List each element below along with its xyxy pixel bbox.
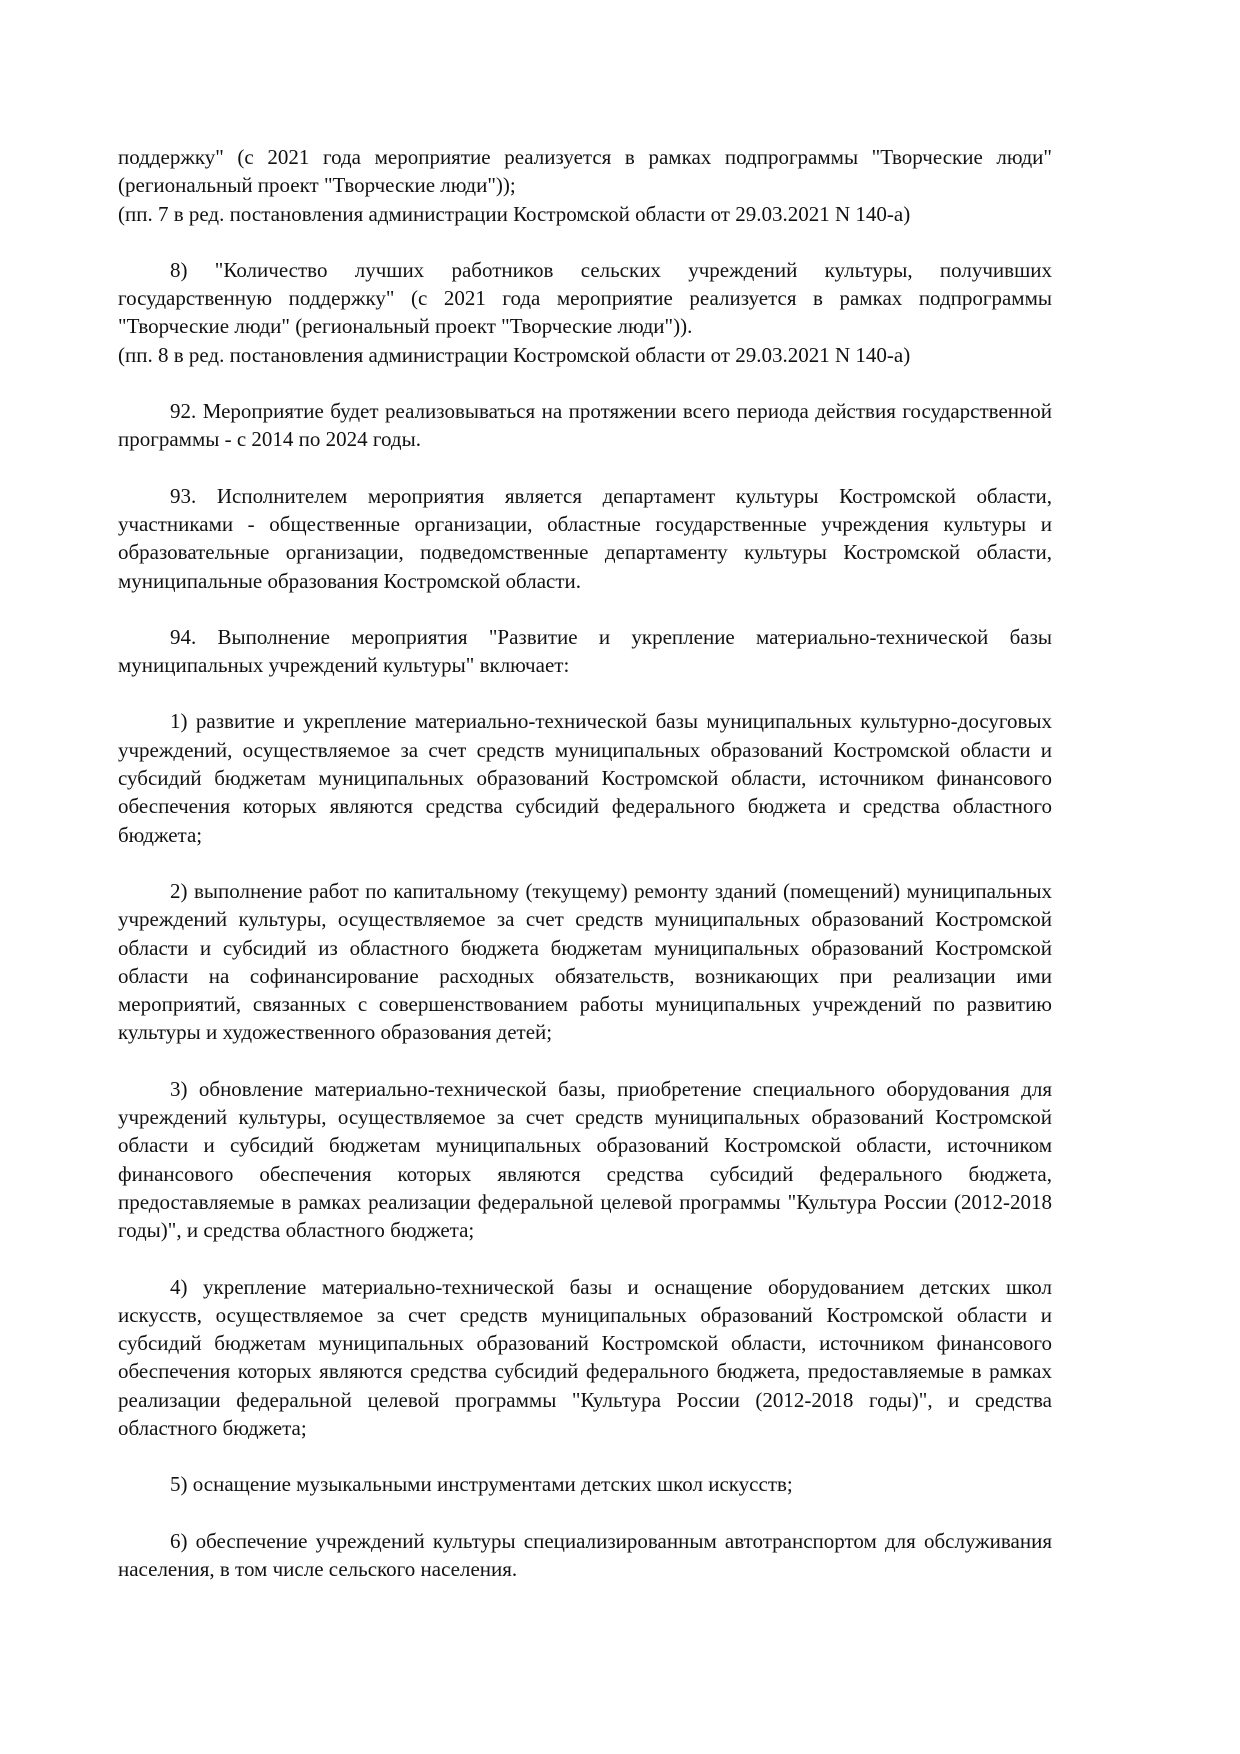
- list-item-3: 3) обновление материально-технической базы, приобретение специального оборудования для учреждений культуры, осуществляемое за счет средств муниципальных образований Костромской области и субсидий бюджетам муниципальных образований Костромской области, источником финансового обеспечения которых являются средства субсидий федерального бюджета, предоставляемые в рамках реализации федеральной целевой программы "Культура России (2012-2018 годы)", и средства областного бюджета;: [118, 1076, 1052, 1243]
- spacer: [118, 1047, 1052, 1075]
- paragraph-93: 93. Исполнителем мероприятия является департамент культуры Костромской области, участниками - общественные организации, областные государственные учреждения культуры и образовательные организации, подведомственные департаменту культуры Костромской области, муниципальные образования Костромской области.: [118, 483, 1052, 593]
- spacer: [118, 1245, 1052, 1273]
- amendment-note-item-7: (пп. 7 в ред. постановления администрации Костромской области от 29.03.2021 N 140-а): [118, 201, 911, 226]
- list-item-2: 2) выполнение работ по капитальному (текущему) ремонту зданий (помещений) муниципальных учреждений культуры, осуществляемое за счет средств муниципальных образований Костромской области и субсидий из областного бюджета бюджетам муниципальных образований Костромской области на софинансирование расходных обязательств, возникающих при реализации ими мероприятий, связанных с совершенствованием работы муниципальных учреждений по развитию культуры и художественного образования детей;: [118, 878, 1052, 1045]
- spacer: [118, 228, 1052, 256]
- spacer: [118, 595, 1052, 623]
- document-page: [118, 143, 1052, 1583]
- list-item-6: 6) обеспечение учреждений культуры специализированным автотранспортом для обслуживания населения, в том числе сельского населения.: [118, 1528, 1052, 1581]
- spacer: [118, 1499, 1052, 1527]
- paragraph-94: 94. Выполнение мероприятия "Развитие и укрепление материально-технической базы муниципальных учреждений культуры" включает:: [118, 624, 1052, 678]
- paragraph-92: 92. Мероприятие будет реализовываться на протяжении всего периода действия государственной программы - с 2014 по 2024 годы.: [118, 399, 1052, 452]
- spacer: [118, 679, 1052, 707]
- amendment-note-item-8: (пп. 8 в ред. постановления администрации Костромской области от 29.03.2021 N 140-а): [118, 342, 911, 367]
- paragraph-item-8: 8) "Количество лучших работников сельских учреждений культуры, получивших государственную поддержку" (с 2021 года мероприятие реализуется в рамках подпрограммы "Творческие люди" (региональный проект "Творческие люди")).: [118, 257, 1052, 339]
- list-item-4: 4) укрепление материально-технической базы и оснащение оборудованием детских школ искусств, осуществляемое за счет средств муниципальных образований Костромской области и субсидий бюджетам муниципальных образований Костромской области, источником финансового обеспечения которых являются средства субсидий федерального бюджета, предоставляемые в рамках реализации федеральной целевой программы "Культура России (2012-2018 годы)", и средства областного бюджета;: [118, 1274, 1052, 1440]
- list-item-1: 1) развитие и укрепление материально-технической базы муниципальных культурно-досуговых учреждений, осуществляемое за счет средств муниципальных образований Костромской области и субсидий бюджетам муниципальных образований Костромской области, источником финансового обеспечения которых являются средства субсидий федерального бюджета и средства областного бюджета;: [118, 709, 1052, 847]
- paragraph-continuation-item-7: поддержку" (с 2021 года мероприятие реализуется в рамках подпрограммы "Творческие люди" (региональный проект "Творческие люди"));: [118, 145, 1052, 198]
- spacer: [118, 369, 1052, 397]
- spacer: [118, 454, 1052, 482]
- spacer: [118, 849, 1052, 877]
- list-item-5: 5) оснащение музыкальными инструментами детских школ искусств;: [170, 1472, 793, 1497]
- spacer: [118, 1442, 1052, 1470]
